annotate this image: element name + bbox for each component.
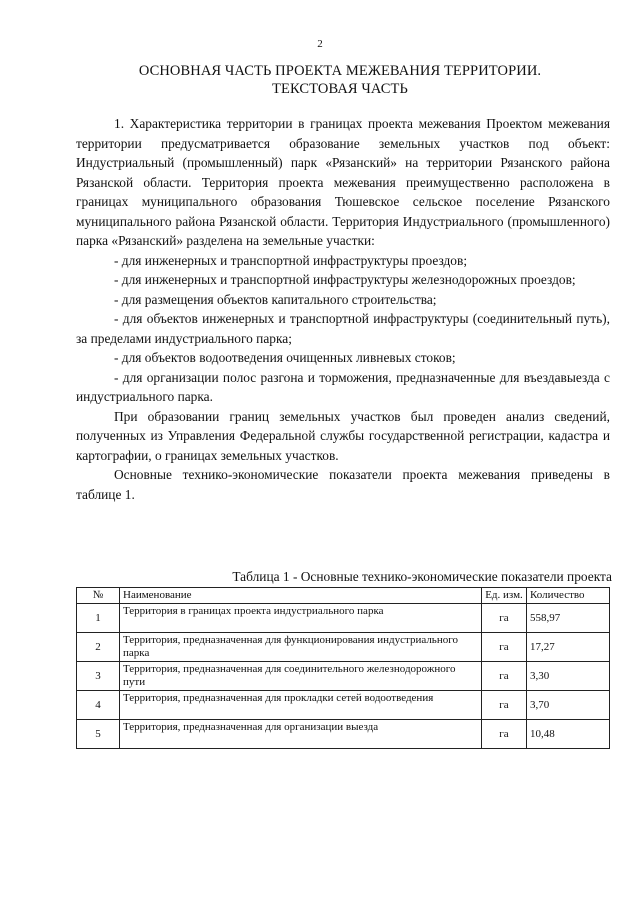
- list-item: - для объектов водоотведения очищенных ливневых стоков;: [114, 350, 456, 365]
- list-item: - для инженерных и транспортной инфраструктуры железнодорожных проездов;: [114, 272, 576, 287]
- list-item: - для объектов инженерных и транспортной инфраструктуры (соединительный путь), за пределами индустриального парка;: [76, 311, 610, 346]
- page-title: [60, 62, 620, 98]
- row-num: 3: [77, 662, 120, 691]
- paragraph-characteristics: 1. Характеристика территории в границах проекта межевания Проектом межевания территории предусматривается образование земельных участков под объект: Индустриальный (промышленный) парк «Рязанский» на территории Рязанского района Рязанской области. Территория проекта межевания преимущественно расположена в границах муниципального образования Тюшевское сельское поселение Рязанского муниципального района Рязанской области. Территория Индустриального (промышленного) парка «Рязанский» разделена на земельные участки:: [76, 116, 610, 248]
- table-row: [77, 691, 610, 720]
- row-qty: 3,30: [527, 662, 610, 691]
- row-unit: га: [482, 691, 527, 720]
- table-header-row: [77, 588, 610, 604]
- header-qty: Количество: [527, 588, 610, 604]
- row-qty: 10,48: [527, 720, 610, 749]
- paragraph-analysis: При образовании границ земельных участков был проведен анализ сведений, полученных из Управления Федеральной службы государственной регистрации, кадастра и картографии, о границах земельных участков.: [76, 408, 610, 463]
- list-item: - для размещения объектов капитального строительства;: [114, 291, 437, 307]
- document-body: [76, 114, 610, 504]
- table-row: [77, 604, 610, 633]
- row-unit: га: [482, 633, 527, 662]
- row-qty: 3,70: [527, 691, 610, 720]
- list-item: - для инженерных и транспортной инфраструктуры проездов;: [114, 252, 468, 268]
- row-num: 4: [77, 691, 120, 720]
- table-row: [77, 633, 610, 662]
- table-row: [77, 662, 610, 691]
- row-qty: 558,97: [527, 604, 610, 633]
- indicators-table: [76, 587, 610, 749]
- row-num: 1: [77, 604, 120, 633]
- header-name: Наименование: [120, 588, 482, 604]
- header-num: №: [77, 588, 120, 604]
- row-name: Территория, предназначенная для функционирования индустриального парка: [120, 633, 482, 662]
- row-num: 2: [77, 633, 120, 662]
- table-row: [77, 720, 610, 749]
- row-name: Территория в границах проекта индустриального парка: [120, 604, 482, 633]
- page-number: 2: [317, 38, 323, 50]
- row-qty: 17,27: [527, 633, 610, 662]
- row-name: Территория, предназначенная для организации выезда: [120, 720, 482, 749]
- row-unit: га: [482, 720, 527, 749]
- list-item: - для организации полос разгона и торможения, предназначенные для въездавыезда с индустриального парка.: [76, 369, 610, 404]
- row-name: Территория, предназначенная для соединительного железнодорожного пути: [120, 662, 482, 691]
- row-unit: га: [482, 662, 527, 691]
- table-caption: Таблица 1 - Основные технико-экономические показатели проекта: [232, 569, 612, 584]
- row-unit: га: [482, 604, 527, 633]
- row-name: Территория, предназначенная для прокладки сетей водоотведения: [120, 691, 482, 720]
- title-line-1: ОСНОВНАЯ ЧАСТЬ ПРОЕКТА МЕЖЕВАНИЯ ТЕРРИТОРИИ.: [138, 63, 542, 79]
- title-line-2: ТЕКСТОВАЯ ЧАСТЬ: [272, 81, 408, 97]
- paragraph-indicators: Основные технико-экономические показатели проекта межевания приведены в таблице 1.: [76, 467, 610, 502]
- row-num: 5: [77, 720, 120, 749]
- header-unit: Ед. изм.: [482, 588, 527, 604]
